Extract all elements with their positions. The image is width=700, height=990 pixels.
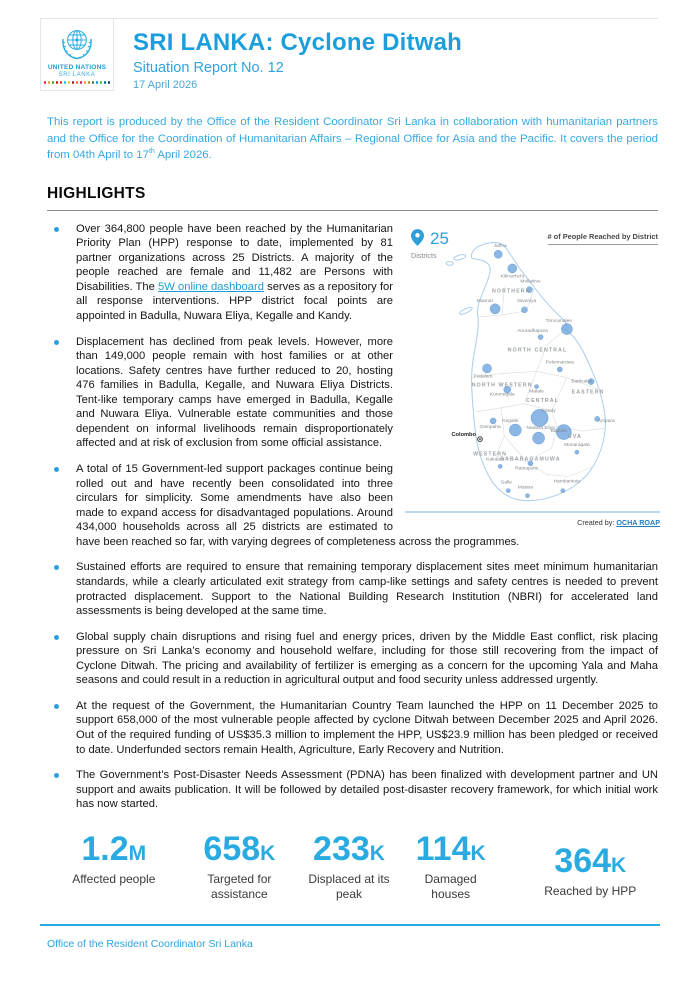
footer-text: Office of the Resident Coordinator Sri Lanka (47, 938, 253, 950)
stat-2-suffix: K (260, 841, 276, 865)
district-label: Colombo (451, 431, 476, 438)
map-credit-label: Created by: (577, 517, 615, 527)
stat-5-value: 364 (554, 841, 612, 880)
stat-3-label: Displaced at its peak (308, 871, 390, 901)
stat-4-suffix: K (470, 841, 486, 865)
report-number: Situation Report No. 12 (133, 60, 284, 76)
stat-4-label: Damaged houses (424, 871, 477, 901)
stat-4-value: 114 (415, 829, 471, 868)
stat-reached-hpp (522, 841, 658, 902)
stat-displaced (297, 829, 401, 902)
district-label: Batticaloa (571, 379, 593, 385)
province-label: EASTERN (571, 389, 605, 396)
stat-1-suffix: M (128, 841, 147, 865)
intro-ordinal-suffix: th (148, 148, 155, 156)
stat-1-label: Affected people (72, 871, 156, 886)
title-block (114, 19, 658, 91)
district-bubble (561, 323, 572, 334)
district-label: Matale (529, 389, 544, 395)
highlights-heading: HIGHLIGHTS (47, 185, 658, 211)
district-label: Jaffna (493, 243, 507, 249)
province-label: WESTERN (473, 450, 508, 457)
stat-2-value: 658 (203, 829, 261, 868)
stat-1-value: 1.2 (81, 829, 129, 868)
district-label: Kurunegala (489, 392, 515, 398)
district-label: Puttalam (473, 374, 493, 380)
province-label: NORTH CENTRAL (507, 346, 568, 353)
un-emblem-icon (58, 26, 96, 62)
dashboard-link[interactable]: 5W online dashboard (158, 280, 264, 293)
district-label: Kandy (541, 408, 556, 414)
district-label: Mullaitivu (520, 279, 541, 285)
bullet-1-text-post: serves as a repository for all response interventions. HPP district focal points are appointed in Badulla, Nuwara Eliya, Kegalle and Kandy. (76, 280, 394, 322)
bullet-1-text-pre: Over 364,800 people have been reached by the Humanitarian Priority Plan (HPP) response to date, implemented by 81 partner organizations across 25 Districts. A majority of the people reached are female and 11,482 are Persons with Disabilities. The (76, 222, 393, 293)
highlight-bullet-6: At the request of the Government, the Humanitarian Country Team launched the HPP on 11 December 2025 to support 658,000 of the most vulnerable people affected by cyclone Ditwah between December 2025 and April 2026. Out of the required funding of US$35.3 million to implement the HPP, US$23.9 million has been pledged or received to date. Underfunded sectors remain Health, Agriculture, Early Recovery and Nutrition. (47, 699, 658, 757)
district-label: Kalutara (486, 456, 505, 462)
districts-count: 25 (430, 228, 449, 248)
district-label: Badulla (550, 428, 567, 434)
sdg-color-strip (44, 81, 110, 84)
district-label: Nuwara Eliya (526, 425, 555, 431)
district-label: Mannar (476, 298, 494, 304)
footer-divider (40, 924, 660, 926)
district-label: Hambantota (553, 479, 581, 485)
highlight-bullet-7: The Government’s Post-Disaster Needs Assessment (PDNA) has been finalized with development partner and UN support and awaits publication. It will be followed by detailed post-disaster recovery framework, for which initial work has now started. (47, 768, 658, 812)
district-label: Ampara (597, 418, 615, 424)
highlight-bullet-3: A total of 15 Government-led support packages continue being rolled out and have recently been consolidated into three circulars for simplicity. Some amendments have also been made to expand access for disadvantaged populations. Around 434,000 households across all 25 districts are estimated to have been reached so far, with varying degrees of completeness across the programmes. (47, 462, 658, 549)
district-label: Kilinochchi (500, 274, 524, 280)
stat-targeted (188, 829, 292, 902)
province-label: NORTHERN (491, 288, 531, 295)
intro-text-post: April 2026. (154, 149, 212, 162)
district-label: Trincomalee (545, 318, 572, 324)
stat-affected-people (52, 829, 176, 902)
un-logo (40, 19, 114, 91)
province-label: NORTH WESTERN (471, 382, 533, 389)
intro-paragraph (40, 114, 658, 164)
key-figures-row (40, 829, 658, 902)
highlights-body (47, 222, 658, 812)
province-label: UVA (567, 433, 582, 440)
district-label: Matara (517, 485, 533, 491)
highlight-bullet-5: Global supply chain disruptions and rising fuel and energy prices, driven by the Middle East conflict, risk placing pressure on Sri Lanka’s economy and household welfare, including for those still recovering from the impact of Cyclone Ditwah. The pricing and availability of fertilizer is emerging as a concern for the upcoming Yala and Maha seasons and could result in a reduction in agricultural output and food security unless addressed urgently. (47, 630, 658, 688)
highlight-bullet-4: Sustained efforts are required to ensure that remaining temporary displacement sites meet minimum humanitarian standards, while a clearly articulated exit strategy from camp-like settings and safety centres is needed to prevent protracted displacement. Support to the National Building Research Institution (NBRI) for accelerated land assessments is being developed at the same time. (47, 560, 658, 618)
district-label: Kegalle (502, 418, 519, 424)
districts-count-legend (411, 229, 449, 260)
ocha-roap-link[interactable]: OCHA ROAP (616, 517, 660, 527)
district-label: Monaragala (564, 442, 590, 448)
stat-3-suffix: K (369, 841, 385, 865)
page-title: SRI LANKA: Cyclone Ditwah (133, 29, 463, 56)
report-header (40, 18, 658, 91)
report-date: 17 April 2026 (133, 79, 198, 91)
logo-org-text: UNITED NATIONS (47, 64, 107, 71)
district-label: Gampaha (479, 424, 501, 430)
page-footer (40, 924, 660, 950)
stat-3-value: 233 (313, 829, 370, 868)
stat-2-label: Targeted for assistance (207, 871, 272, 901)
intro-text-pre: This report is produced by the Office of the Resident Coordinator Sri Lanka in collaboration with humanitarian partners and the Office for the Coordination of Humanitarian Affairs – Regional Office for Asia and the Pacific. It covers the period from 04th April to 17 (47, 116, 658, 162)
stat-damaged-houses (405, 829, 497, 902)
province-label: SABARAGAMUWA (500, 455, 561, 462)
highlights-section (40, 185, 658, 812)
stat-5-suffix: K (611, 853, 627, 877)
district-label: Ratnapura (515, 466, 538, 472)
highlight-bullet-2: Displacement has declined from peak levels. However, more than 149,000 people remain with host families or at other locations. Safety centres have further reduced to 20, hosting 476 families in Badulla, Kegalle, and Nuwara Eliya Districts. Tent-like temporary camps have emerged in Badulla, Kegalle and Nuwara Eliya. Vulnerable estate communities and those dependent on informal livelihoods remain disproportionately affected and at risk of exclusion from some official assistance. (47, 335, 658, 452)
district-label: Anuradhapura (517, 328, 548, 334)
province-label: CENTRAL (526, 397, 560, 404)
district-label: Polonnaruwa (545, 359, 574, 365)
map-pin-icon (411, 229, 424, 246)
district-label: Vavuniya (516, 298, 537, 304)
district-label: Galle (500, 480, 512, 486)
stat-5-label: Reached by HPP (544, 883, 637, 898)
logo-country-text: SRI LANKA (58, 72, 96, 78)
districts-count-label: Districts (411, 250, 437, 260)
map-legend-title: # of People Reached by District (548, 232, 658, 245)
